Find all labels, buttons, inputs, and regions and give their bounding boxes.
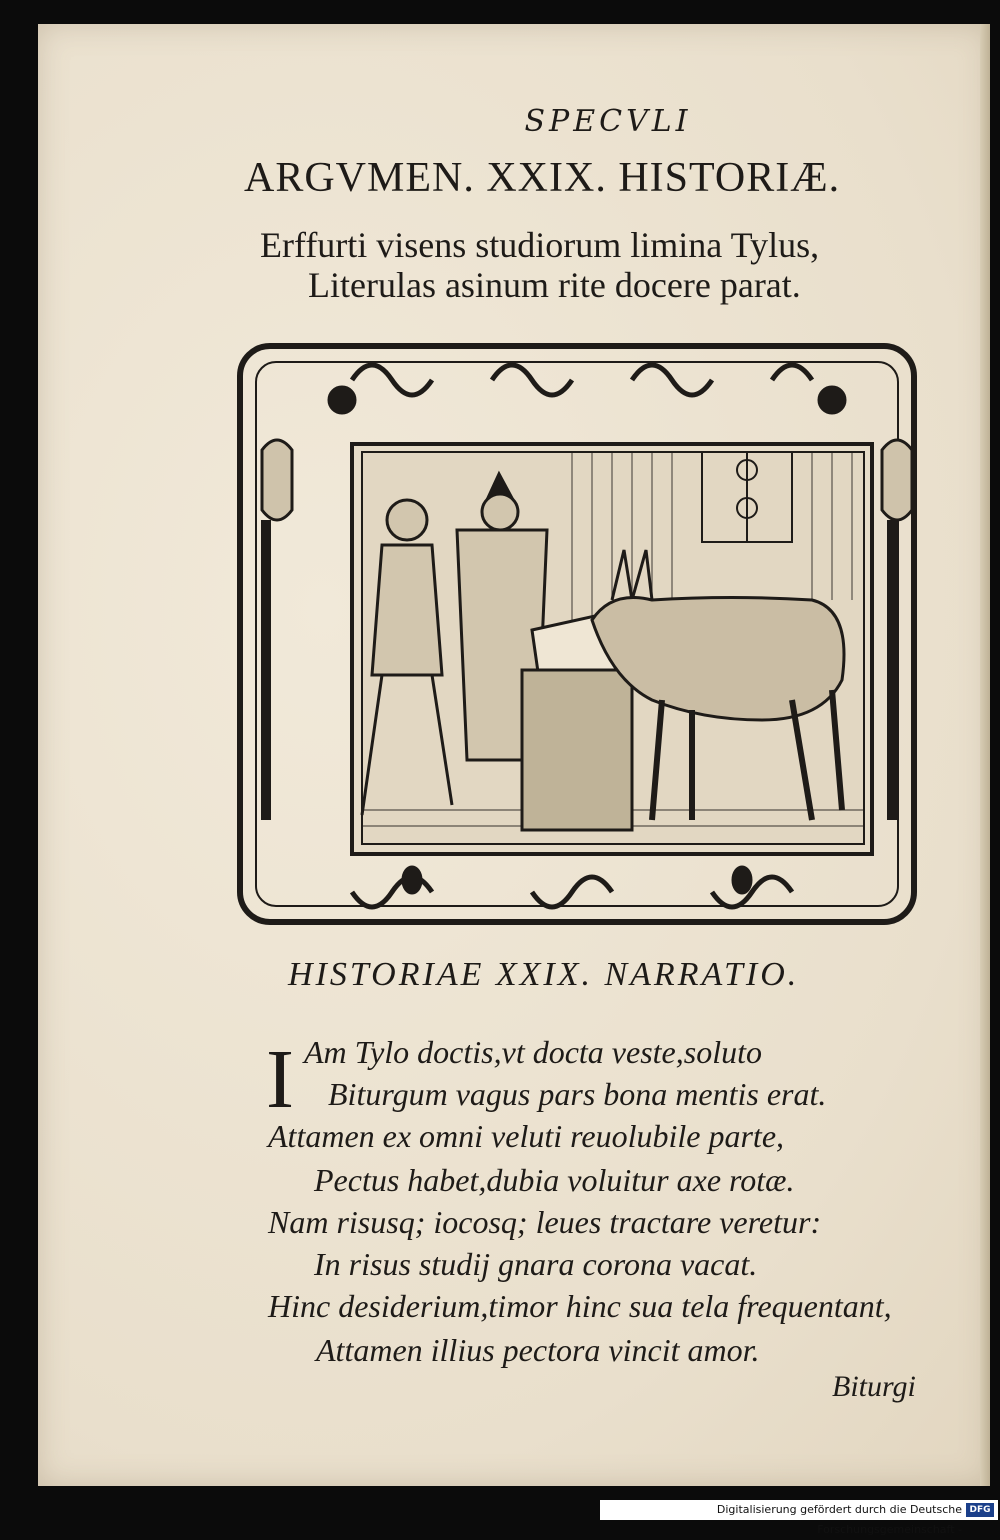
poem	[38, 24, 990, 1486]
catchword: Biturgi	[832, 1370, 916, 1403]
poem-line-3: Attamen ex omni veluti reuolubile parte,	[268, 1118, 785, 1154]
drop-initial: I	[266, 1033, 294, 1126]
dfg-footer	[600, 1500, 998, 1536]
poem-line-8: Attamen illius pectora vincit amor.	[316, 1332, 760, 1368]
poem-line-6: In risus studij gnara corona vacat.	[314, 1246, 758, 1282]
poem-line-1: Am Tylo doctis,vt docta veste,soluto	[304, 1034, 762, 1070]
poem-line-2: Biturgum vagus pars bona mentis erat.	[328, 1076, 827, 1112]
poem-line-5: Nam risusq; iocosq; leues tractare veretur:	[268, 1204, 822, 1240]
footer-text: Digitalisierung gefördert durch die Deutsche Forschungsgemeinschaft -	[716, 1503, 962, 1536]
poem-line-7: Hinc desiderium,timor hinc sua tela frequentant,	[268, 1288, 892, 1324]
argumentum-verse-2: Literulas asinum rite docere parat.	[308, 265, 801, 305]
argumentum-verse-1: Erffurti visens studiorum limina Tylus,	[260, 225, 820, 265]
argumentum-title: ARGVMEN. XXIX. HISTORIÆ.	[244, 155, 841, 201]
dfg-logo-icon: DFG	[966, 1503, 994, 1517]
poem-line-4: Pectus habet,dubia voluitur axe rotæ.	[314, 1162, 795, 1198]
book-page	[38, 24, 990, 1486]
running-head: SPECVLI	[524, 104, 692, 139]
narratio-title: HISTORIAE XXIX. NARRATIO.	[288, 956, 800, 993]
